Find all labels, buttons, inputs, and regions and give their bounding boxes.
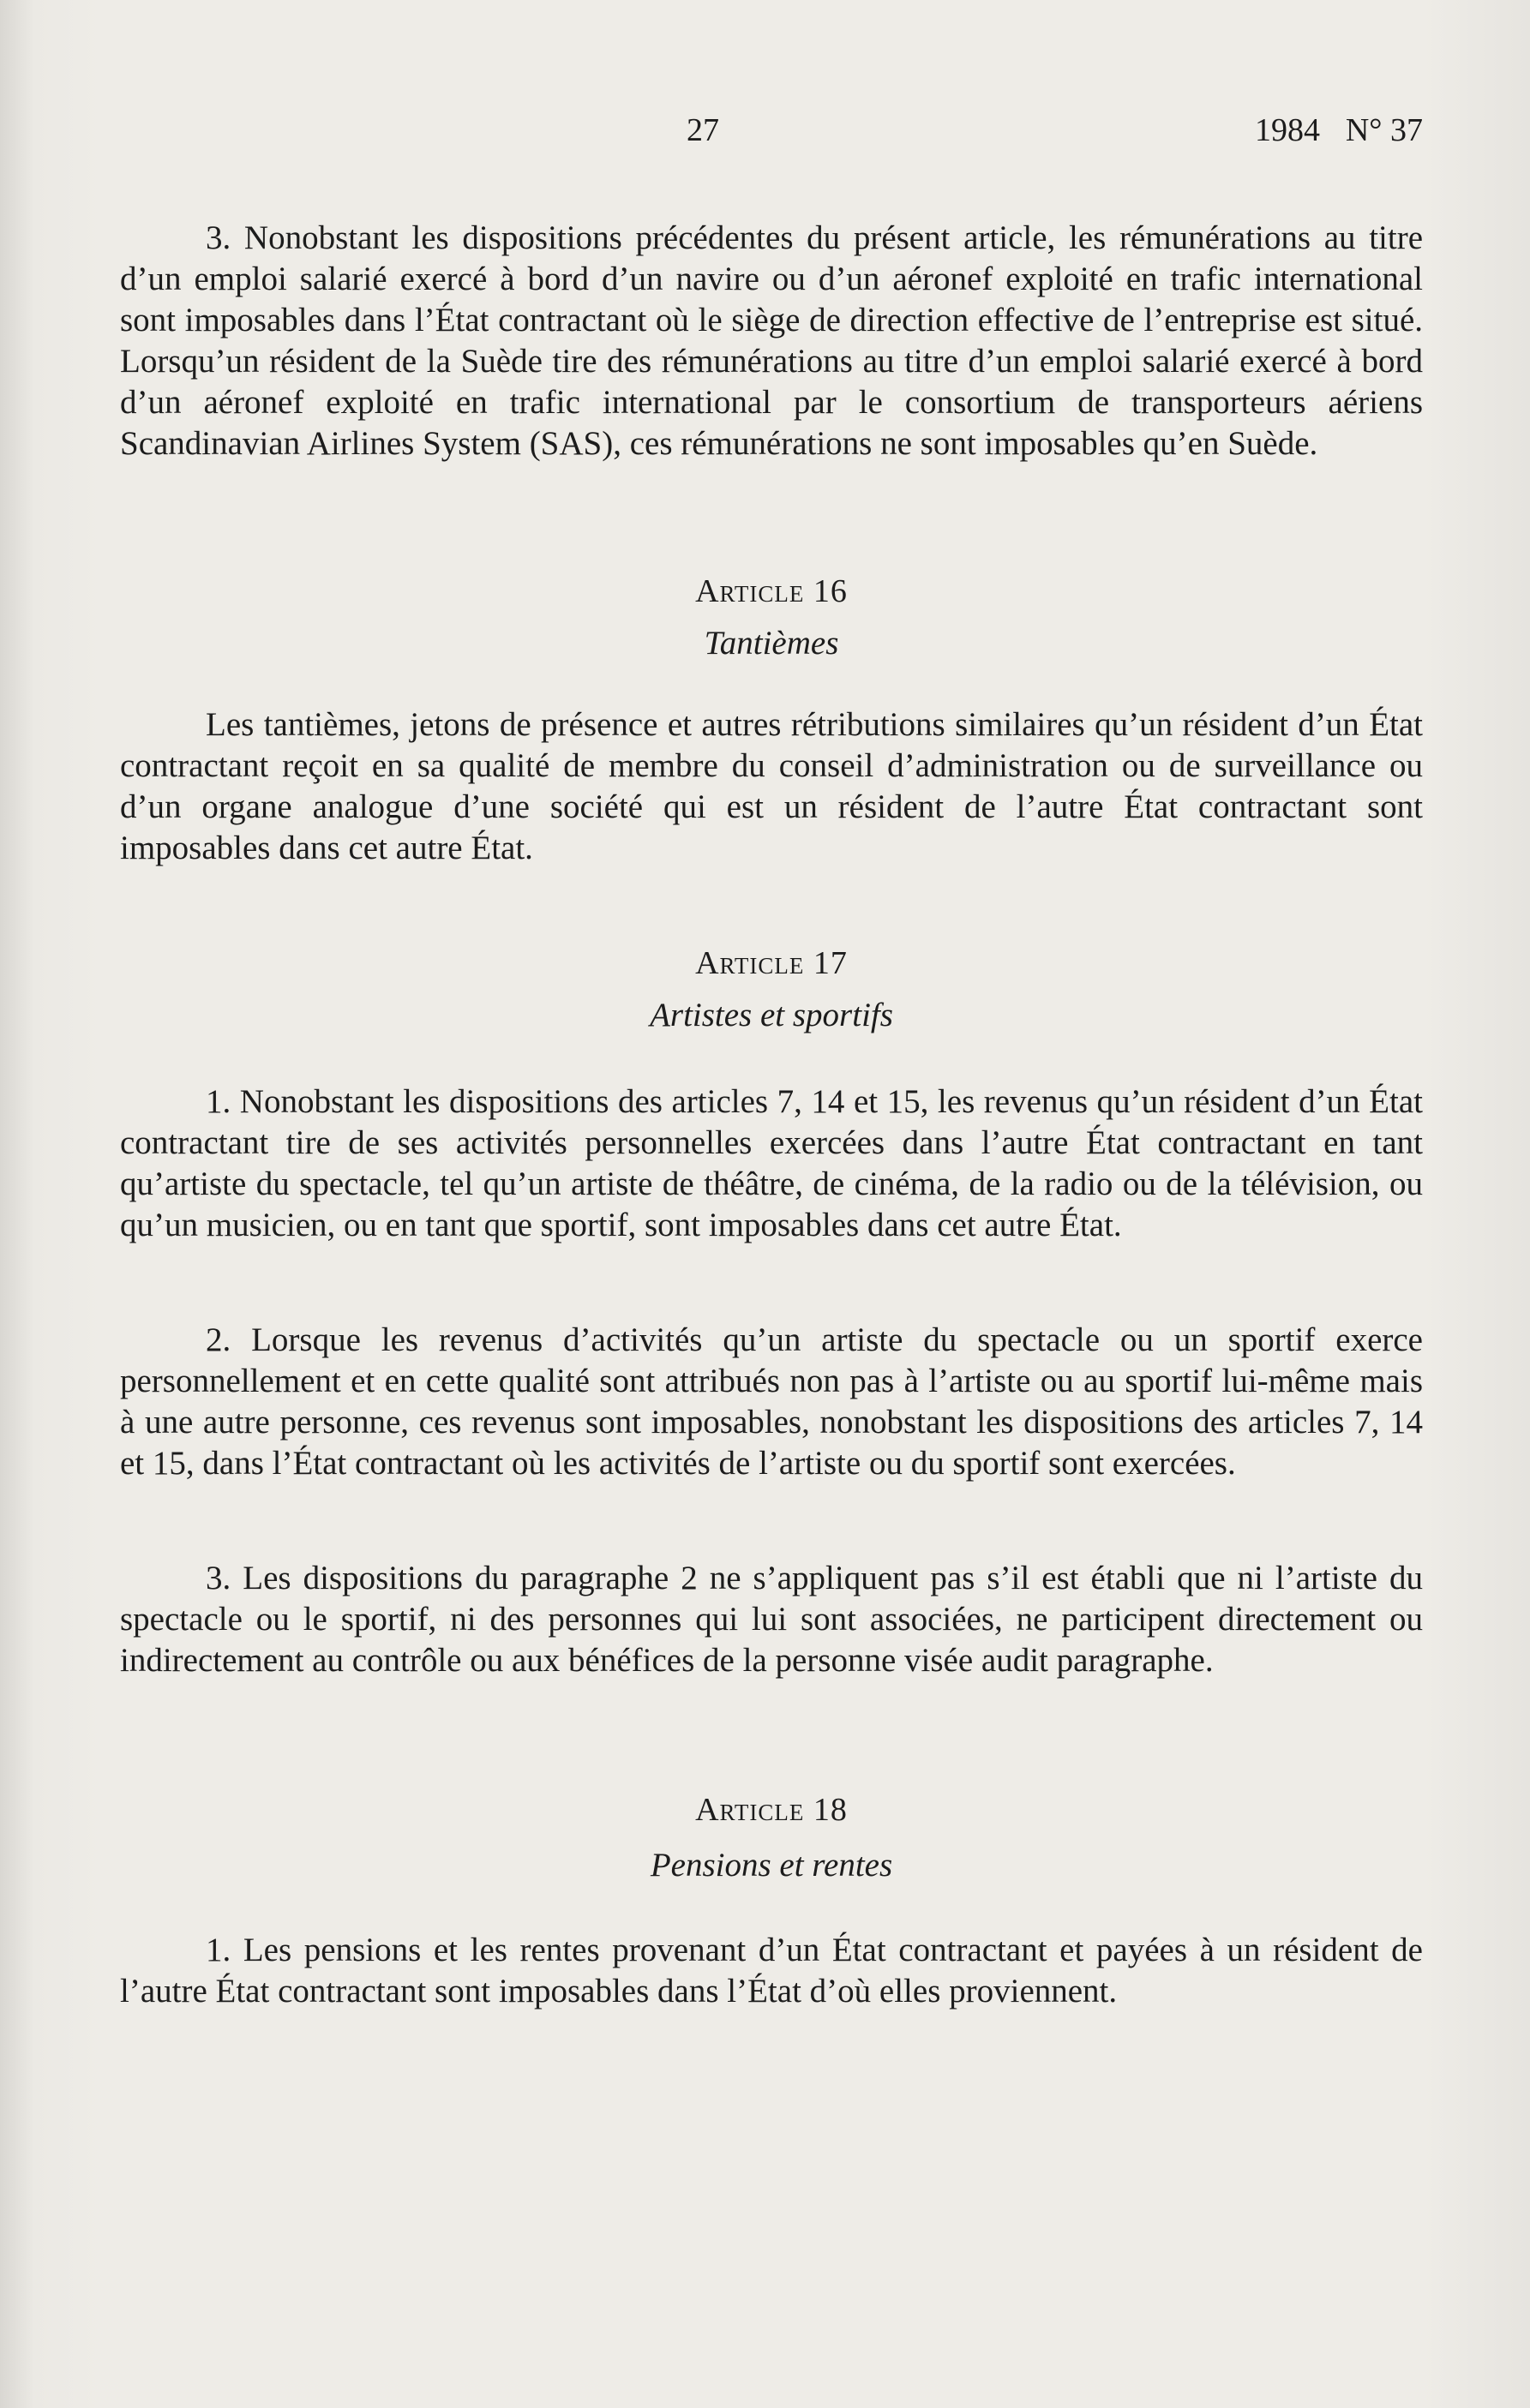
article-18-heading: Article 18 <box>695 1792 848 1828</box>
article-17-paragraph-3 <box>120 1558 1423 1681</box>
paragraph-text: 1. Nonobstant les dispositions des articles 7, 14 et 15, les revenus qu’un résident d’un État contractant tire de ses activités personnelles exercées dans l’autre État contractant en tant qu’artiste du spectacle, tel qu’un artiste de théâtre, de cinéma, de la radio ou de la télévision, ou qu’un musicien, ou en tant que sportif, sont imposables dans cet autre État. <box>120 1083 1423 1243</box>
paragraph-text: 1. Les pensions et les rentes provenant d’un État contractant et payées à un résident de l’autre État contractant sont imposables dans l’État d’où elles proviennent. <box>120 1932 1423 2010</box>
page-header <box>120 111 1423 163</box>
article-17-paragraph-2 <box>120 1320 1423 1484</box>
paragraph-text: 3. Nonobstant les dispositions précédentes du présent article, les rémunérations au titre d’un emploi salarié exercé à bord d’un navire ou d’un aéronef exploité en trafic international sont imposables dans l’État contractant où le siège de direction effective de l’entreprise est situé. Lorsqu’un résident de la Suède tire des rémunérations au titre d’un emploi salarié exercé à bord d’un aéronef exploité en trafic international par le consortium de transporteurs aériens Scandinavian Airlines System (SAS), ces rémunérations ne sont imposables qu’en Suède. <box>120 219 1423 462</box>
article-15-paragraph-3 <box>120 218 1423 464</box>
article-18-title: Pensions et rentes <box>650 1847 893 1884</box>
article-17-title: Artistes et sportifs <box>650 997 893 1033</box>
article-16-heading: Article 16 <box>695 573 848 609</box>
article-16-paragraph <box>120 704 1423 869</box>
volume-year: 1984 <box>1255 112 1320 148</box>
paragraph-text: Les tantièmes, jetons de présence et autres rétributions similaires qu’un résident d’un État contractant reçoit en sa qualité de membre du conseil d’administration ou de surveillance ou d’un organe analogue d’une société qui est un résident de l’autre État contractant sont imposables dans cet autre État. <box>120 706 1423 866</box>
article-18-paragraph-1 <box>120 1930 1423 2012</box>
article-17-heading: Article 17 <box>695 945 848 981</box>
article-16-title: Tantièmes <box>704 625 839 662</box>
article-17-paragraph-1 <box>120 1081 1423 1246</box>
paragraph-text: 2. Lorsque les revenus d’activités qu’un artiste du spectacle ou un sportif exerce personnellement et en cette qualité sont attribués non pas à l’artiste ou au sportif lui-même mais à une autre personne, ces revenus sont imposables, nonobstant les dispositions des articles 7, 14 et 15, dans l’État contractant où les activités de l’artiste ou du sportif sont exercées. <box>120 1321 1423 1482</box>
issue-number: N° 37 <box>1345 112 1423 148</box>
page-number: 27 <box>687 112 719 148</box>
paragraph-text: 3. Les dispositions du paragraphe 2 ne s’appliquent pas s’il est établi que ni l’artiste du spectacle ou le sportif, ni des personnes qui lui sont associées, ne participent directement ou indirectement au contrôle ou aux bénéfices de la personne visée audit paragraphe. <box>120 1560 1423 1679</box>
